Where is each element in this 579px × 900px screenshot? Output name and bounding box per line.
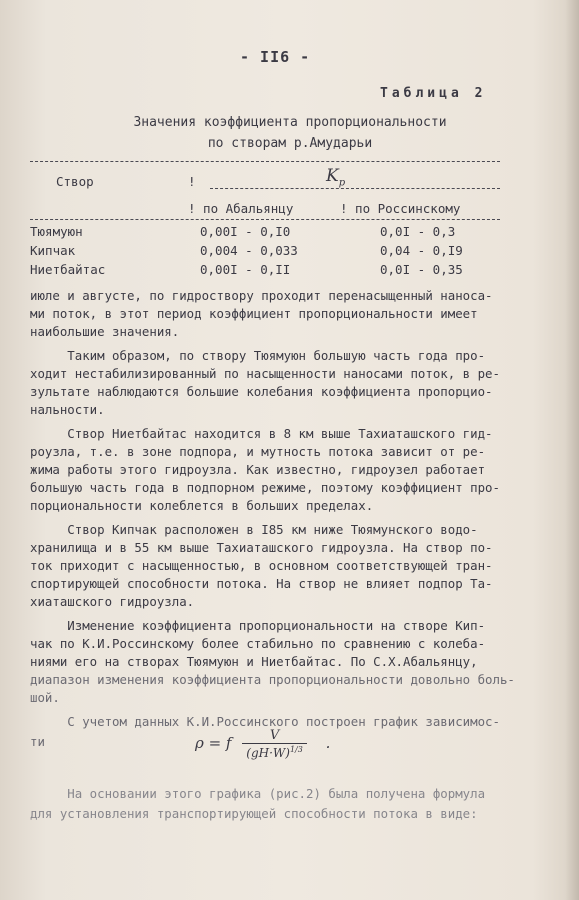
page-number: - II6 -: [240, 48, 311, 66]
table-row-3-abalyants: 0,00I - 0,II: [200, 262, 291, 277]
body-line: Таким образом, по створу Тюямуюн большую часть года про-: [30, 348, 486, 363]
body-line: Изменение коэффициента пропорциональности на створе Кип-: [30, 618, 486, 633]
closing-line: для установления транспортирующей способности потока в виде:: [30, 806, 478, 821]
table-row-1-name: Тюямуюн: [30, 224, 83, 239]
table-header-bottom-rule: [30, 219, 500, 220]
body-line: ходит нестабилизированный по насыщенности наносами поток, в ре-: [30, 366, 500, 381]
table-header-stvor: Створ: [56, 174, 94, 189]
body-line: порциональности колеблется в больших пределах.: [30, 498, 374, 513]
body-line: ти: [30, 734, 45, 749]
table-caption-line-1: Значения коэффициента пропорциональности: [133, 115, 447, 130]
body-line: хранилища и в 55 км выше Тахиаташского гидроузла. На створ по-: [30, 540, 493, 555]
table-row-3-rossinsky: 0,0I - 0,35: [380, 262, 463, 277]
formula-denominator: $(gH\cdot W)^{1/3}$: [242, 743, 307, 760]
closing-line: На основании этого графика (рис.2) была получена формула: [30, 786, 486, 801]
body-line: чак по К.И.Россинскому более стабильно по сравнению с колеба-: [30, 636, 486, 651]
body-line: зультате наблюдаются большие колебания коэффициента пропорцио-: [30, 384, 493, 399]
formula-numerator: V: [269, 728, 280, 743]
page-binding-shadow: [565, 0, 579, 900]
table-top-rule: [30, 161, 500, 162]
table-header-abalyants: ! по Абальянцу: [188, 201, 294, 216]
body-line: наибольшие значения.: [30, 324, 180, 339]
body-line: июле и августе, по гидроствору проходит перенасыщенный наноса-: [30, 288, 493, 303]
table-header-kp: $K_p$: [326, 166, 346, 189]
body-line: ток приходит с насыщенностью, в основном соответствующей тран-: [30, 558, 493, 573]
formula-exponent: 1/3: [289, 745, 303, 754]
body-line: ниями его на створах Тюямуюн и Ниетбайтас. По С.Х.Абальянцу,: [30, 654, 478, 669]
table-row-3-name: Ниетбайтас: [30, 262, 106, 277]
table-header-subrule: [210, 188, 500, 189]
body-line: большую часть года в подпорном режиме, поэтому коэффициент про-: [30, 480, 500, 495]
formula-lhs: ρ = f: [195, 734, 232, 752]
table-row-2-rossinsky: 0,04 - 0,I9: [380, 243, 463, 258]
formula: [195, 728, 330, 760]
body-line: Створ Ниетбайтас находится в 8 км выше Тахиаташского гид-: [30, 426, 493, 441]
body-line: роузла, т.е. в зоне подпора, и мутность потока зависит от ре-: [30, 444, 486, 459]
body-line: диапазон изменения коэффициента пропорциональности довольно боль-: [30, 672, 515, 687]
body-line: нальности.: [30, 402, 105, 417]
table-row-2-abalyants: 0,004 - 0,033: [200, 243, 298, 258]
body-line: шой.: [30, 690, 60, 705]
formula-trailing: .: [325, 734, 331, 752]
body-line: хиаташского гидроузла.: [30, 594, 195, 609]
table-label: Таблица 2: [380, 86, 487, 101]
table-row-1-abalyants: 0,00I - 0,I0: [200, 224, 291, 239]
formula-fraction: [242, 728, 307, 760]
table-row-1-rossinsky: 0,0I - 0,3: [380, 224, 456, 239]
body-line: ми поток, в этот период коэффициент пропорциональности имеет: [30, 306, 478, 321]
body-line: спортирующей способности потока. На створ не влияет подпор Та-: [30, 576, 493, 591]
table-header-separator: !: [188, 174, 196, 189]
table-header-rossinsky: ! по Россинскому: [340, 201, 461, 216]
body-line: Створ Кипчак расположен в I85 км ниже Тюямунского водо-: [30, 522, 478, 537]
body-line: С учетом данных К.И.Россинского построен график зависимос-: [30, 714, 500, 729]
table-caption-line-2: по створам р.Амударьи: [207, 136, 373, 151]
body-line: жима работы этого гидроузла. Как известно, гидроузел работает: [30, 462, 486, 477]
table-row-2-name: Кипчак: [30, 243, 76, 258]
